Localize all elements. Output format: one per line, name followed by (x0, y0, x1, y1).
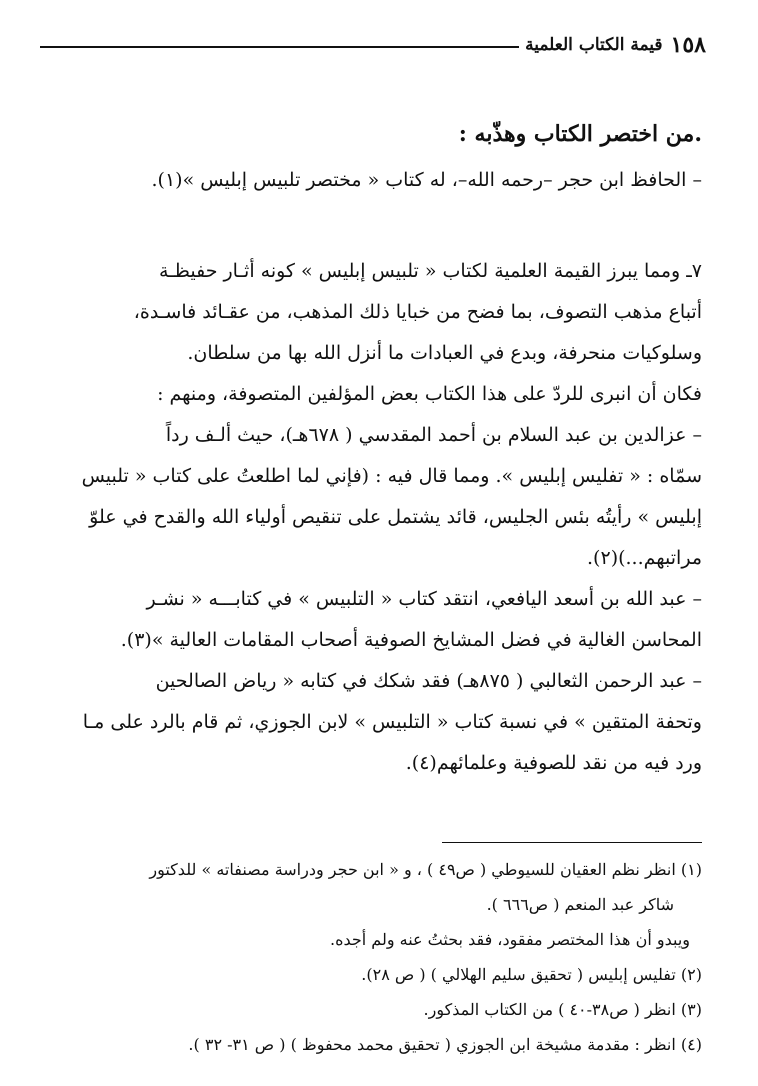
page-number: ١٥٨ (670, 32, 706, 58)
text-line: – عبد الله بن أسعد اليافعي، انتقد كتاب « التلبيس » في كتابـــه « نشـر (146, 588, 702, 610)
footnote-1: (١) انظر نظم العقيان للسيوطي ( ص٤٩ ) ، و « ابن حجر ودراسة مصنفاته » للدكتور (149, 860, 702, 879)
body-text (52, 100, 702, 784)
text-line: ٧ـ ومما يبرز القيمة العلمية لكتاب « تلبيس إبليس » كونه أثـار حفيظـة (159, 260, 702, 282)
text-line: وسلوكيات منحرفة، وبدع في العبادات ما أنزل الله بها من سلطان. (187, 342, 702, 364)
text-line: المحاسن الغالية في فضل المشايخ الصوفية أصحاب المقامات العالية »(٣). (120, 629, 702, 651)
section-heading: .من اختصر الكتاب وهذّبه : (458, 121, 702, 147)
footnote-4: (٤) انظر : مقدمة مشيخة ابن الجوزي ( تحقيق محمد محفوظ ) ( ص ٣١- ٣٢ ). (188, 1035, 702, 1054)
text-line: مراتبهم...)(٢). (587, 547, 702, 569)
text-line: – الحافظ ابن حجر –رحمه الله–، له كتاب « مختصر تلبيس إبليس »(١). (151, 169, 702, 191)
text-line: – عزالدين بن عبد السلام بن أحمد المقدسي ( ٦٧٨هـ)، حيث ألـف رداً (165, 424, 702, 446)
footnote-3: (٣) انظر ( ص٣٨-٤٠ ) من الكتاب المذكور. (423, 1000, 702, 1019)
text-line: وتحفة المتقين » في نسبة كتاب « التلبيس » لابن الجوزي، ثم قام بالرد على مـا (82, 711, 702, 733)
running-title: قيمة الكتاب العلمية (525, 35, 663, 55)
text-line: أتباع مذهب التصوف، بما فضح من خبايا ذلك المذهب، من عقـائد فاسـدة، (133, 301, 702, 323)
header-rule (40, 46, 519, 48)
text-line: فكان أن انبرى للردّ على هذا الكتاب بعض المؤلفين المتصوفة، ومنهم : (157, 383, 702, 405)
footnote-1-note: ويبدو أن هذا المختصر مفقود، فقد بحثتُ عنه ولم أجده. (330, 930, 690, 949)
footnote-2: (٢) تفليس إبليس ( تحقيق سليم الهلالي ) ( ص ٢٨). (361, 965, 702, 984)
running-header (40, 28, 706, 62)
text-line: ورد فيه من نقد للصوفية وعلمائهم(٤). (405, 752, 702, 774)
text-line: – عبد الرحمن الثعالبي ( ٨٧٥هـ) فقد شكك في كتابه « رياض الصالحين (155, 670, 702, 692)
text-line: سمّاه : « تفليس إبليس ». ومما قال فيه : (فإني لما اطلعتُ على كتاب « تلبيس (81, 465, 702, 487)
footnotes (52, 852, 702, 1062)
footnote-rule (442, 842, 702, 843)
footnote-1-continuation: شاكر عبد المنعم ( ص٦٦٦ ). (486, 895, 674, 914)
paragraph-gap (52, 201, 702, 251)
text-line: إبليس » رأيتُه بئس الجليس، قائد يشتمل على تنقيص أولياء الله والقدح في علوّ (89, 506, 702, 528)
